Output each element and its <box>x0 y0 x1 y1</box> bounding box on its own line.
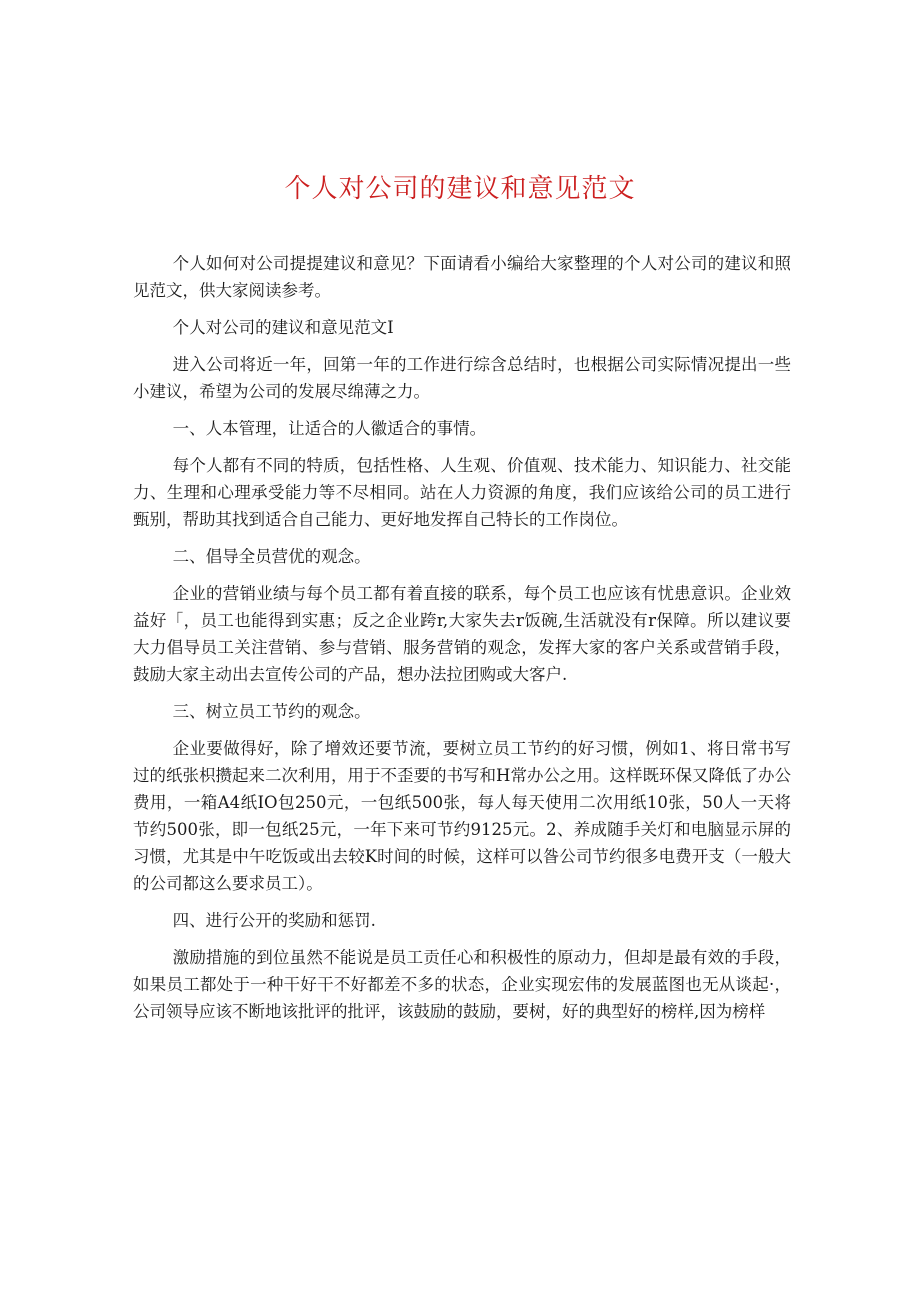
paragraph-subtitle: 个人对公司的建议和意见范文I <box>172 318 394 337</box>
paragraph-section-2: 企业的营销业绩与每个员工都有着直接的联系，每个员工也应该有忧患意识。企业效益好「，员工也能得到实惠；反之企业跨r,大家失去r饭碗,生活就没有r保障。所以建议要大力倡导员工关注营销、参与营销、服务营销的观念，发挥大家的客户关系或营销手段，鼓励大家主动出去宣传公司的产品，想办法拉团购或大客户. <box>133 584 791 684</box>
paragraph-intro: 个人如何对公司提提建议和意见？下面请看小编给大家整理的个人对公司的建议和照见范文，供大家阅读参考。 <box>133 254 791 300</box>
paragraph-section-4: 激励措施的到位虽然不能说是员工贡任心和积极性的原动力，但却是最有效的手段，如果员工都处于一种干好干不好都差不多的状态，企业实现宏伟的发展蓝图也无从谈起·，公司领导应该不断地该批评的批评，该鼓励的鼓励，要树，好的典型好的榜样,因为榜样 <box>133 948 791 1021</box>
document-title: 个人对公司的建议和意见范文 <box>284 174 636 204</box>
section-heading-2: 二、倡导全员营优的观念。 <box>172 547 371 566</box>
document-body <box>133 250 791 1035</box>
paragraph-section-3: 企业要做得好，除了增效还要节流，要树立员工节约的好习惯，例如1、将日常书写过的纸张枳攒起来二次利用，用于不歪要的书写和H常办公之用。这样既环保又降低了办公费用，一箱A4纸IO包250元，一包纸500张，每人每天使用二次用纸10张，50人一天将节约500张，即一包纸25元，一年下来可节约9125元。2、养成随手关灯和电脑显示屏的习惯，尤其是中午吃饭或出去较K时间的时候，这样可以昝公司节约很多电费开支（一般大的公司都这么要求员工）。 <box>133 739 791 893</box>
section-heading-4: 四、进行公开的奖励和惩罚. <box>172 911 376 930</box>
paragraph-opening: 进入公司将近一年，回第一年的工作进行综含总结时，也根据公司实际情况提出一些小建议，希望为公司的发展尽绵薄之力。 <box>133 355 791 401</box>
paragraph-section-1: 每个人都有不同的特质，包括性格、人生观、价值观、技术能力、知识能力、社交能力、生理和心理承受能力等不尽相同。站在人力资源的角度，我们应该给公司的员工进行甄别，帮助其找到适合自己能力、更好地发挥自己特长的工作岗位。 <box>133 456 791 529</box>
section-heading-3: 三、树立员工节约的观念。 <box>172 702 371 721</box>
section-heading-1: 一、人本管理，让适合的人徽适合的事情。 <box>172 419 487 438</box>
